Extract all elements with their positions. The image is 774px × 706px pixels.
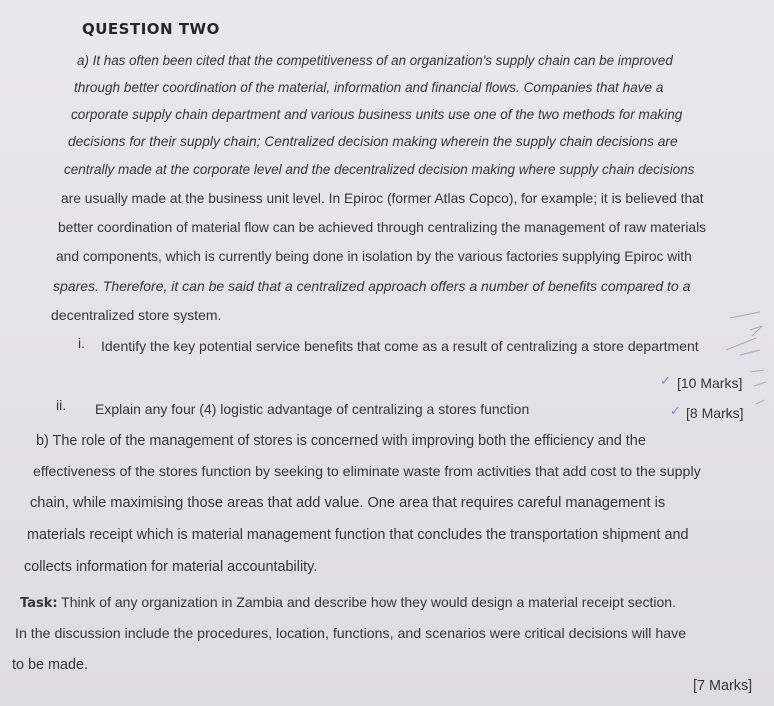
part-a-line: a) It has often been cited that the competitiveness of an organization's supply chain can be improved <box>77 53 673 68</box>
item-ii-number: ii. <box>56 397 67 413</box>
part-b-line: b) The role of the management of stores is concerned with improving both the efficiency and the <box>36 433 646 449</box>
part-a-line: are usually made at the business unit level. In Epiroc (former Atlas Copco), for example; it is believed that <box>61 191 704 206</box>
task-text: Think of any organization in Zambia and describe how they would design a material receipt section. <box>57 594 676 610</box>
check-mark-icon: ✓ <box>660 373 671 388</box>
task-line: In the discussion include the procedures, location, functions, and scenarios were critical decisions will have <box>15 626 687 642</box>
part-a-line: spares. Therefore, it can be said that a centralized approach offers a number of benefits compared to a <box>53 278 691 294</box>
part-a-line: centrally made at the corporate level and the decentralized decision making where supply chain decisions <box>64 162 695 177</box>
part-b-line: collects information for material accountability. <box>24 559 318 575</box>
task-line <box>20 593 676 613</box>
part-a-line: decisions for their supply chain; Centralized decision making wherein the supply chain decisions are <box>68 134 678 149</box>
task-line: to be made. <box>12 657 89 673</box>
part-b-line: materials receipt which is material management function that concludes the transportation shipment and <box>27 527 689 543</box>
task-label: Task: <box>20 596 58 611</box>
part-a-line: better coordination of material flow can be achieved through centralizing the management of raw materials <box>58 220 707 235</box>
item-i-number: i. <box>78 335 85 351</box>
part-b-line: chain, while maximising those areas that add value. One area that requires careful management is <box>30 495 666 511</box>
check-mark-icon: ✓ <box>670 403 681 418</box>
part-a-line: corporate supply chain department and various business units use one of the two methods for making <box>71 107 683 122</box>
item-i-text: Identify the key potential service benefits that come as a result of centralizing a store department <box>101 338 699 354</box>
part-a-line: and components, which is currently being done in isolation by the various factories supplying Epiroc with <box>56 249 692 264</box>
task-marks: [7 Marks] <box>693 678 753 694</box>
item-ii-text: Explain any four (4) logistic advantage of centralizing a stores function <box>95 401 530 417</box>
question-heading: QUESTION TWO <box>82 20 220 38</box>
part-b-line: effectiveness of the stores function by seeking to eliminate waste from activities that add cost to the supply <box>33 464 701 480</box>
item-ii-marks: [8 Marks] <box>686 405 744 421</box>
margin-scribble-icon <box>720 300 770 420</box>
part-a-line: through better coordination of the material, information and financial flows. Companies that have a <box>74 80 664 95</box>
part-a-line: decentralized store system. <box>51 307 222 323</box>
item-i-marks: [10 Marks] <box>677 375 743 391</box>
